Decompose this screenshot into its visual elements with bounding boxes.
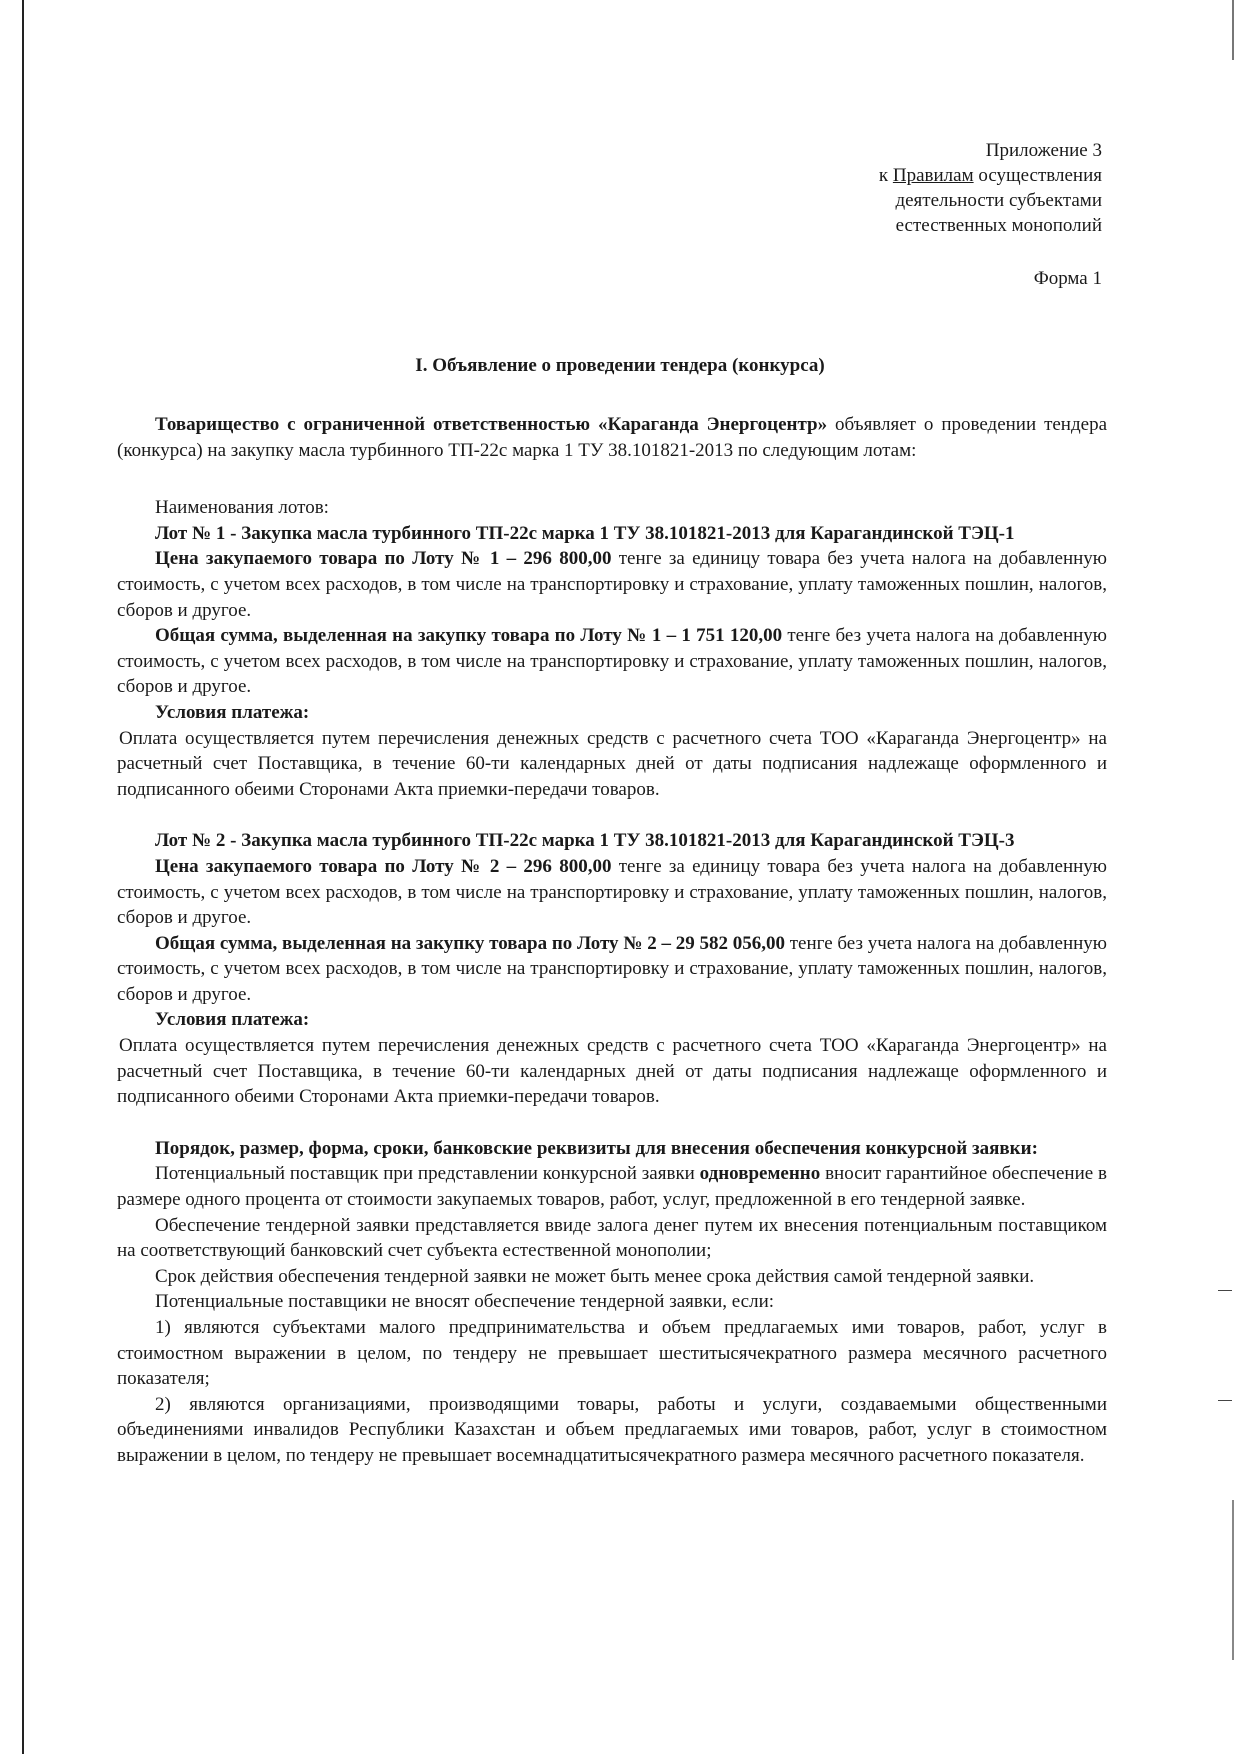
scan-mark bbox=[1232, 0, 1234, 60]
appendix-reference bbox=[879, 138, 1102, 238]
organization-name: Товарищество с ограниченной ответственностью «Караганда Энергоцентр» bbox=[155, 414, 828, 435]
lot2-title: Лот № 2 - Закупка масла турбинного ТП-22с марка 1 ТУ 38.101821-2013 для Карагандинской ТЭЦ-3 bbox=[155, 830, 1015, 852]
security-paragraph: Потенциальные поставщики не вносят обеспечение тендерной заявки, если: bbox=[155, 1291, 775, 1313]
scan-edge-line bbox=[22, 0, 24, 1754]
appendix-line bbox=[879, 163, 1102, 188]
lot1-price-text: тенге за единицу товара без учета налога на добавленную стоимость, с учетом всех расходов, в том числе на транспортировку и страхование, уплату таможенных пошлин, налогов, сборов и другое. bbox=[117, 548, 1107, 621]
appendix-line: естественных монополий bbox=[895, 215, 1102, 236]
scan-mark bbox=[1218, 1400, 1232, 1401]
appendix-prefix: к bbox=[878, 165, 893, 186]
lot1-total-text: тенге без учета налога на добавленную стоимость, с учетом всех расходов, в том числе на транспортировку и страхование, уплату таможенных пошлин, налогов, сборов и другое. bbox=[117, 625, 1107, 698]
scan-mark bbox=[1218, 1290, 1232, 1291]
lot2-payment-heading: Условия платежа: bbox=[155, 1009, 310, 1031]
security-text: Потенциальный поставщик при представлении конкурсной заявки bbox=[155, 1163, 700, 1185]
security-paragraph: Срок действия обеспечения тендерной заявки не может быть менее срока действия самой тендерной заявки. bbox=[155, 1265, 1035, 1287]
document-title: I. Объявление о проведении тендера (конкурса) bbox=[415, 355, 825, 376]
lot1-total bbox=[117, 623, 1107, 700]
exemption-item: 1) являются субъектами малого предпринимательства и объем предлагаемых ими товаров, работ, услуг в стоимостном выражении в целом, по тендеру не превышает шеститысячекратного размера месячного расчетного показателя; bbox=[117, 1317, 1107, 1390]
form-label: Форма 1 bbox=[1033, 268, 1102, 289]
document-body bbox=[117, 412, 1107, 1469]
lot1-price bbox=[117, 546, 1107, 623]
lots-heading: Наименования лотов: bbox=[155, 497, 329, 519]
rules-link[interactable]: Правилам bbox=[892, 165, 974, 186]
lot2-price-text: тенге за единицу товара без учета налога на добавленную стоимость, с учетом всех расходов, в том числе на транспортировку и страхование, уплату таможенных пошлин, налогов, сборов и другое. bbox=[117, 855, 1107, 929]
lot1-price-label: Цена закупаемого товара по Лоту № 1 – 296 800,00 bbox=[155, 548, 612, 570]
security-emphasis: одновременно bbox=[699, 1163, 821, 1185]
lot2-total-label: Общая сумма, выделенная на закупку товара по Лоту № 2 – 29 582 056,00 bbox=[155, 932, 785, 954]
lot1-total-label: Общая сумма, выделенная на закупку товара по Лоту № 1 – 1 751 120,00 bbox=[155, 625, 783, 647]
appendix-suffix: осуществления bbox=[973, 165, 1102, 186]
security-paragraph bbox=[117, 1161, 1107, 1212]
scan-mark bbox=[1232, 1500, 1234, 1660]
lot2-total bbox=[117, 931, 1107, 1008]
security-text: вносит гарантийное обеспечение в размере одного процента от стоимости закупаемых товаров, работ, услуг, предложенной в его тендерной заявке. bbox=[117, 1163, 1107, 1211]
lot1-payment-heading: Условия платежа: bbox=[155, 701, 310, 723]
exemption-item: 2) являются организациями, производящими товары, работы и услуги, создаваемыми общественными объединениями инвалидов Республики Казахстан и объем предлагаемых ими товаров, работ, услуг в стоимостном выражении в целом, по тендеру не превышает восемнадцатитысячекратного размера месячного расчетного показателя. bbox=[117, 1393, 1107, 1466]
lot1-title: Лот № 1 - Закупка масла турбинного ТП-22с марка 1 ТУ 38.101821-2013 для Карагандинской ТЭЦ-1 bbox=[155, 522, 1015, 544]
lot2-price-label: Цена закупаемого товара по Лоту № 2 – 296 800,00 bbox=[155, 855, 612, 877]
appendix-line: деятельности субъектами bbox=[895, 190, 1102, 211]
lot2-total-text: тенге без учета налога на добавленную стоимость, с учетом всех расходов, в том числе на транспортировку и страхование, уплату таможенных пошлин, налогов, сборов и другое. bbox=[117, 932, 1107, 1005]
security-heading: Порядок, размер, форма, сроки, банковские реквизиты для внесения обеспечения конкурсной заявки: bbox=[155, 1137, 1038, 1159]
security-paragraph: Обеспечение тендерной заявки представляется ввиде залога денег путем их внесения потенциальным поставщиком на соответствующий банковский счет субъекта естественной монополии; bbox=[117, 1214, 1107, 1262]
intro-paragraph bbox=[117, 412, 1107, 463]
lot2-payment-text: Оплата осуществляется путем перечисления денежных средств с расчетного счета ТОО «Караганда Энергоцентр» на расчетный счет Поставщика, в течение 60-ти календарных дней от даты подписания надлежаще оформленного и подписанного обеими Сторонами Акта приемки-передачи товаров. bbox=[117, 1035, 1107, 1108]
appendix-line: Приложение 3 bbox=[985, 140, 1102, 161]
lot1-payment-text: Оплата осуществляется путем перечисления денежных средств с расчетного счета ТОО «Караганда Энергоцентр» на расчетный счет Поставщика, в течение 60-ти календарных дней от даты подписания надлежаще оформленного и подписанного обеими Сторонами Акта приемки-передачи товаров. bbox=[117, 727, 1107, 800]
lot2-price bbox=[117, 854, 1107, 931]
intro-text: объявляет о проведении тендера (конкурса) на закупку масла турбинного ТП-22с марка 1 ТУ 38.101821-2013 по следующим лотам: bbox=[117, 414, 1108, 461]
